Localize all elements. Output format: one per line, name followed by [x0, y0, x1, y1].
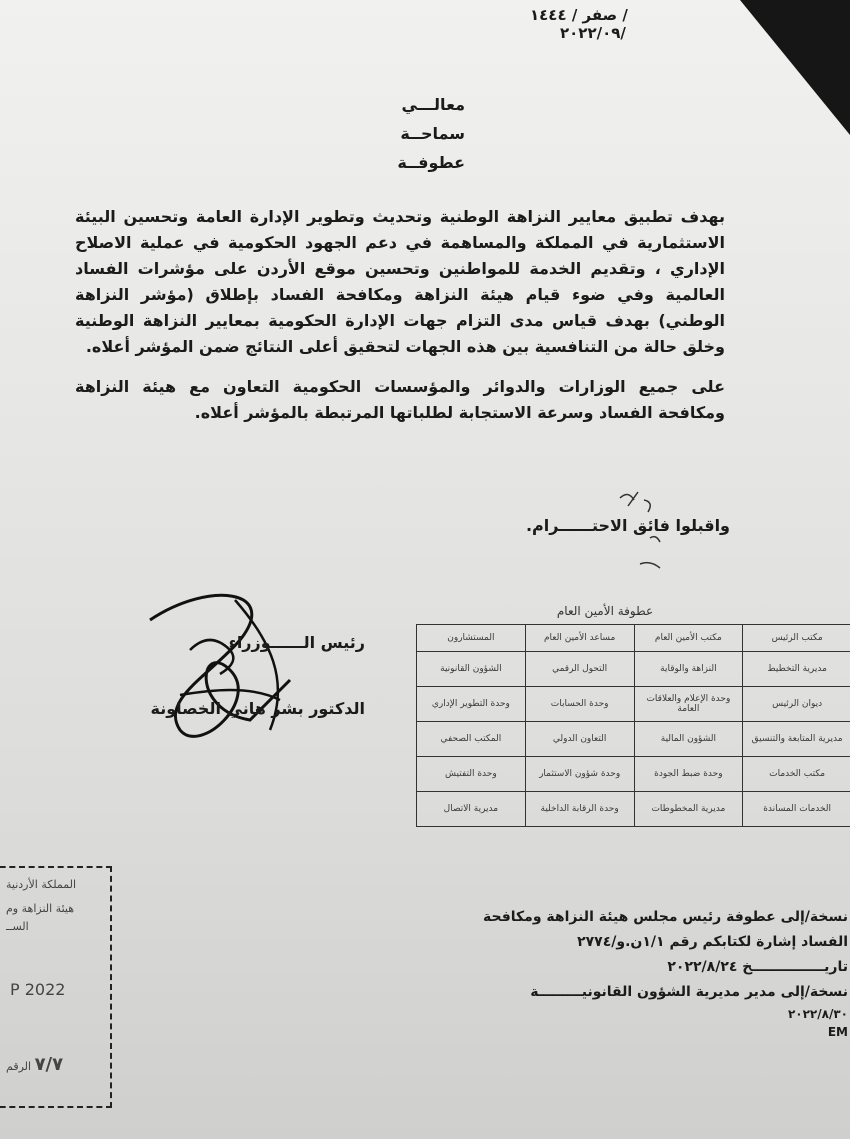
- table-header: مكتب الأمين العام: [634, 625, 743, 652]
- gregorian-date: ٢٠٢٢/٠٩/: [560, 24, 626, 42]
- table-cell: مديرية المتابعة والتنسيق: [743, 722, 850, 757]
- signer-title: رئيس الــــــوزراء: [228, 633, 365, 652]
- copies-block: [458, 905, 848, 1041]
- stamp-date: P 2022: [10, 980, 66, 999]
- table-cell: وحدة التطوير الإداري: [417, 687, 526, 722]
- table-cell: ديوان الرئيس: [743, 687, 850, 722]
- stamp-line: الســ: [6, 920, 29, 933]
- stamp-number-value: ٧/٧: [34, 1054, 64, 1075]
- table-header: المستشارون: [417, 625, 526, 652]
- table-row: [417, 687, 850, 722]
- table-cell: الشؤون القانونية: [417, 652, 526, 687]
- closing-phrase: واقبلوا فائق الاحتــــــرام.: [525, 516, 730, 535]
- table-cell: الشؤون المالية: [634, 722, 743, 757]
- stamp-number-label: الرقم: [6, 1060, 32, 1073]
- signer-name: الدكتور بشر هاني الخصاونة: [150, 699, 365, 718]
- stamp-number: [6, 1054, 63, 1075]
- table-cell: وحدة الإعلام والعلاقات العامة: [634, 687, 743, 722]
- copy-line: EM: [827, 1025, 848, 1039]
- table-cell: مديرية المخطوطات: [634, 792, 743, 827]
- copy-line: تاريـــــــــــــــخ ٢٠٢٢/٨/٢٤: [667, 959, 848, 975]
- table-cell: الخدمات المساندة: [743, 792, 850, 827]
- body-paragraph: بهدف تطبيق معايير النزاهة الوطنية وتحديث وتطوير الإدارة العامة وتحسين البيئة الاستثمارية في المملكة والمساهمة في دعم الجهود الحكومية في عملية الاصلاح الإداري ، وتقديم الخدمة للمواطنين وتحسين موقع الأردن على مؤشرات الفساد العالمية وفي ضوء قيام هيئة النزاهة ومكافحة الفساد بإطلاق (مؤشر النزاهة الوطني) بهدف قياس مدى التزام جهات الإدارة الحكومية بمعايير النزاهة الوطنية وخلق حالة من التنافسية بين هذه الجهات لتحقيق أعلى النتائج ضمن المؤشر أعلاه.: [75, 207, 725, 356]
- copy-line: الفساد إشارة لكتابكم رقم ١/١ن.و/٢٧٧٤: [577, 934, 848, 950]
- salutation-line: معالـــي: [401, 95, 465, 114]
- table-cell: وحدة الرقابة الداخلية: [525, 792, 634, 827]
- stamp-line: المملكة الأردنية: [6, 878, 77, 891]
- hijri-date: / صفر / ١٤٤٤: [530, 6, 628, 24]
- table-cell: مديرية التخطيط: [743, 652, 850, 687]
- received-stamp: [0, 866, 112, 1108]
- table-cell: مديرية الاتصال: [417, 792, 526, 827]
- table-cell: التحول الرقمي: [525, 652, 634, 687]
- distribution-table: [416, 624, 850, 827]
- table-row: [417, 652, 850, 687]
- document-reference: [530, 6, 790, 42]
- table-cell: المكتب الصحفي: [417, 722, 526, 757]
- salutation-block: [397, 90, 465, 177]
- body-paragraph: على جميع الوزارات والدوائر والمؤسسات الحكومية التعاون مع هيئة النزاهة ومكافحة الفساد وسرعة الاستجابة لطلباتها المرتبطة بالمؤشر أعلاه.: [75, 377, 725, 422]
- table-cell: وحدة الحسابات: [525, 687, 634, 722]
- distribution-title: عطوفة الأمين العام: [556, 604, 654, 618]
- table-header: مكتب الرئيس: [743, 625, 850, 652]
- table-row: [417, 722, 850, 757]
- table-header-row: [417, 625, 850, 652]
- stamp-line: هيئة النزاهة وم: [6, 902, 75, 915]
- table-row: [417, 757, 850, 792]
- letter-body: [75, 204, 725, 440]
- table-cell: وحدة شؤون الاستثمار: [525, 757, 634, 792]
- table-cell: وحدة التفتيش: [417, 757, 526, 792]
- salutation-line: عطوفــة: [397, 153, 465, 172]
- salutation-line: سماحــة: [400, 124, 465, 143]
- table-row: [417, 792, 850, 827]
- copy-line: نسخة/إلى مدير مديرية الشؤون القانونيـــــــــة: [530, 984, 848, 1000]
- table-header: مساعد الأمين العام: [525, 625, 634, 652]
- table-cell: التعاون الدولي: [525, 722, 634, 757]
- table-cell: النزاهة والوقاية: [634, 652, 743, 687]
- table-cell: وحدة ضبط الجودة: [634, 757, 743, 792]
- copy-line: ٢٠٢٢/٨/٣٠: [787, 1007, 848, 1021]
- signer-block: [70, 610, 365, 742]
- table-cell: مكتب الخدمات: [743, 757, 850, 792]
- copy-line: نسخة/إلى عطوفة رئيس مجلس هيئة النزاهة ومكافحة: [483, 909, 848, 925]
